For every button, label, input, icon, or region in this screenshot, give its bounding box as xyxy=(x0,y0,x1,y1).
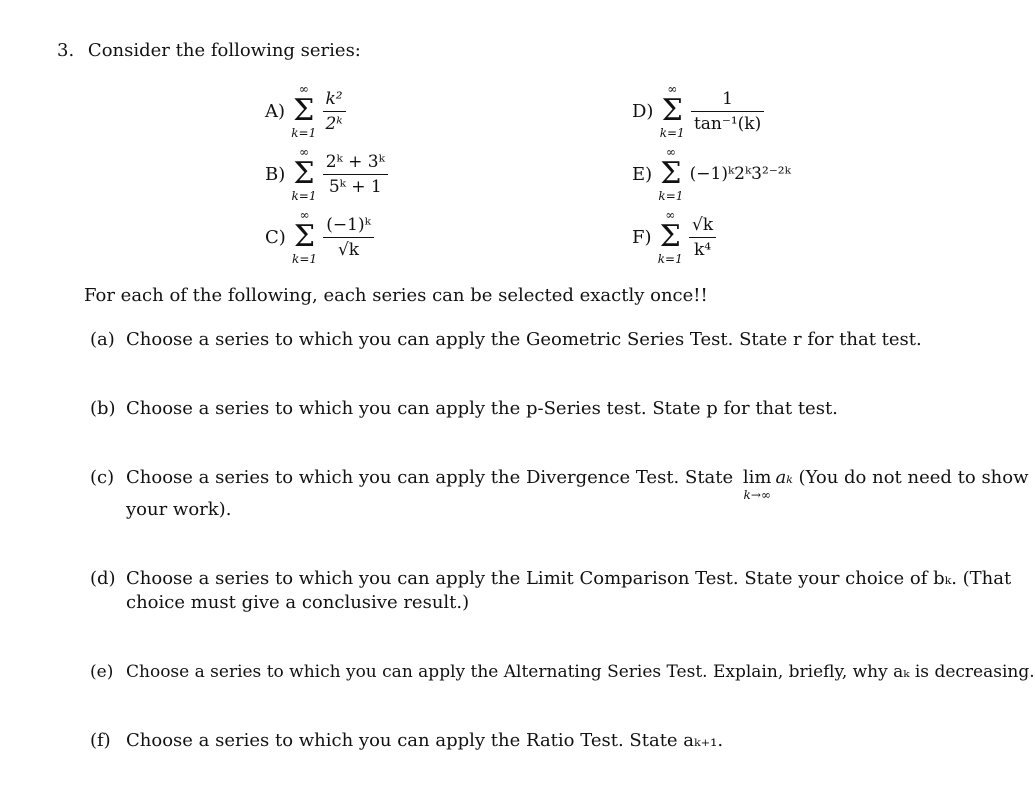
series-label: F) xyxy=(632,226,652,248)
instruction: For each of the following, each series can be selected exactly once!! xyxy=(84,285,708,306)
sigma: ∞ Σ k=1 xyxy=(292,208,318,266)
series-e xyxy=(632,145,791,203)
limit-expression: lim k→∞ xyxy=(742,467,772,502)
sigma: ∞ Σ k=1 xyxy=(657,208,683,266)
part-text: Choose a series to which you can apply the Divergence Test. State xyxy=(126,467,734,488)
part-c-line2: your work). xyxy=(126,499,232,520)
part-label: (c) xyxy=(90,467,115,488)
series-fraction: $\frac{\text{k²}}{\text{2ᵏ}}$ xyxy=(323,89,346,134)
part-d-line2: choice must give a conclusive result.) xyxy=(126,592,470,613)
part-b xyxy=(90,397,838,421)
sigma: ∞ Σ k=1 xyxy=(659,82,685,140)
part-text: Choose a series to which you can apply the Limit Comparison Test. State your choice of bₖ. (That xyxy=(126,568,1012,589)
part-label: (b) xyxy=(90,398,116,419)
problem-header xyxy=(57,40,361,61)
part-label: (e) xyxy=(90,662,114,682)
series-a xyxy=(265,82,346,140)
sigma: ∞ Σ k=1 xyxy=(291,145,317,203)
series-b xyxy=(265,145,388,203)
series-label: A) xyxy=(265,100,286,122)
series-c xyxy=(265,208,374,266)
series-fraction: $\frac{\text{(−1)ᵏ}}{√k}$ xyxy=(323,215,374,260)
problem-number: 3. xyxy=(57,40,75,61)
part-a xyxy=(90,328,922,352)
series-d xyxy=(632,82,764,140)
series-label: B) xyxy=(265,163,286,185)
part-label: (d) xyxy=(90,568,116,589)
part-d xyxy=(90,567,1011,591)
series-f xyxy=(632,208,716,266)
part-label: (f) xyxy=(90,730,111,751)
series-label: C) xyxy=(265,226,286,248)
part-text: Choose a series to which you can apply the Ratio Test. State aₖ₊₁. xyxy=(126,730,724,751)
series-fraction: $\frac{1}{\text{tan⁻¹(k)}}$ xyxy=(691,89,764,134)
part-f xyxy=(90,729,723,753)
series-label: E) xyxy=(632,163,653,185)
sigma: ∞ Σ k=1 xyxy=(658,145,684,203)
series-fraction: $\frac{\text{2ᵏ + 3ᵏ}}{\text{5ᵏ + 1}}$ xyxy=(323,152,388,197)
problem-intro: Consider the following series: xyxy=(87,40,361,61)
series-fraction: $\frac{√k}{\text{k⁴}}$ xyxy=(689,215,716,260)
part-label: (a) xyxy=(90,329,115,350)
series-label: D) xyxy=(632,100,654,122)
part-c: (c) Choose a series to which you can apply the Divergence Test. State lim k→∞ aₖ (You do not need to show xyxy=(90,467,1029,502)
part-text: Choose a series to which you can apply the Alternating Series Test. Explain, briefly, why aₖ is decreasing. xyxy=(126,662,1035,682)
sigma: ∞ Σ k=1 xyxy=(291,82,317,140)
part-text: Choose a series to which you can apply the p-Series test. State p for that test. xyxy=(126,398,838,419)
series-expression: (−1)ᵏ2ᵏ3²⁻²ᵏ xyxy=(689,164,791,184)
part-text: Choose a series to which you can apply the Geometric Series Test. State r for that test. xyxy=(126,329,922,350)
part-e xyxy=(90,660,1035,684)
